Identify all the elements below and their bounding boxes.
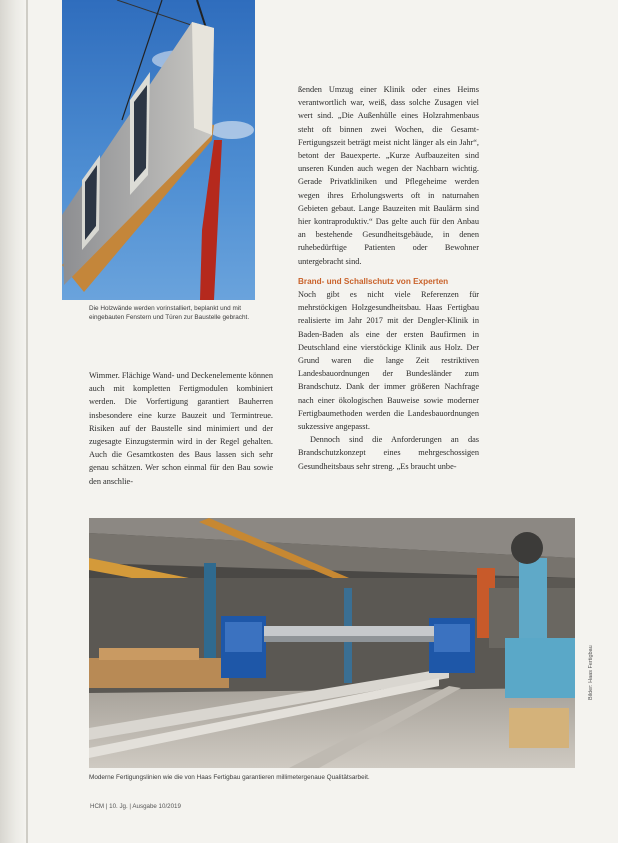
- left-paragraph: Wimmer. Flächige Wand- und Deckenelemente können auch mit kompletten Fertigmodulen kombiniert werden. Die Vorfertigung garantiert Bauherren insbesondere eine kurze Bauzeit und Termintreue. Risiken auf der Baustelle sind minimiert und der zugesagte Einzugstermin wird in der Regel gehalten. Auch die Gesamtkosten des Baus lassen sich sehr genau schätzen. Wer schon einmal für den Bau sowie den anschlie-: [89, 371, 273, 486]
- top-photo-caption: Die Holzwände werden vorinstalliert, beplankt und mit eingebauten Fenstern und Türen zur Baustelle gebracht.: [89, 305, 250, 321]
- photo-credit: Bilder: Haas Fertigbau: [588, 645, 594, 700]
- page-fold: [26, 0, 28, 843]
- bottom-photo-caption: Moderne Fertigungslinien wie die von Haas Fertigbau garantieren millimetergenaue Qualitätsarbeit.: [89, 774, 370, 781]
- section-subheading: Brand- und Schallschutz von Experten: [298, 276, 449, 286]
- right-paragraph-2: Noch gibt es nicht viele Referenzen für mehrstöckigen Holzgesundheitsbau. Haas Fertigbau realisierte im Jahr 2017 mit der Dengler-Klinik in Baden-Baden als eine der ersten Baufirmen in Deutschland eine vierstöckige Klinik aus Holz. Der Grund waren die lange Zeit restriktiven Landesbauordnungen der Bundesländer zum Brandschutz. Dank der immer größeren Nachfrage nach einer ökologischen Bauweise sowie moderner Fertigbaumethoden werden die Landesbauordnungen sukzessive angepasst.: [298, 290, 479, 432]
- right-column: [298, 83, 479, 473]
- right-paragraph-3: Dennoch sind die Anforderungen an das Brandschutzkonzept eines mehrgeschossigen Gesundheitsbaus sehr streng. „Es braucht unbe-: [298, 435, 479, 471]
- wall-panel-crane-image: [62, 0, 255, 300]
- top-photo: [62, 0, 255, 300]
- page-edge-shadow: [0, 0, 26, 843]
- left-column: [89, 369, 273, 488]
- right-paragraph-1: ßenden Umzug einer Klinik oder eines Heims verantwortlich war, weiß, dass solche Zusagen viel wert sind. „Die Außenhülle eines Holzrahmenbaus steht oft binnen zwei Wochen, die Gesamt-Fertigungszeit beträgt meist nicht länger als ein Jahr“, betont der Bauexperte. „Kurze Aufbauzeiten sind unseren Kunden auch wegen der Nachbarn wichtig. Gerade Privatkliniken und Pflegeheime werden wegen ihres Erholungswerts oft in naturnahen Gebieten gebaut. Lange Bauzeiten mit Baulärm sind hier kontraproduktiv.“ Das gelte auch für den Anbau an bestehende Gesundheitsgebäude, in denen ruhebedürftige Patienten oder Bewohner untergebracht sind.: [298, 85, 479, 266]
- production-line-image: [89, 518, 575, 768]
- page-footer: HCM | 10. Jg. | Ausgabe 10/2019: [90, 803, 181, 810]
- bottom-photo: [89, 518, 575, 768]
